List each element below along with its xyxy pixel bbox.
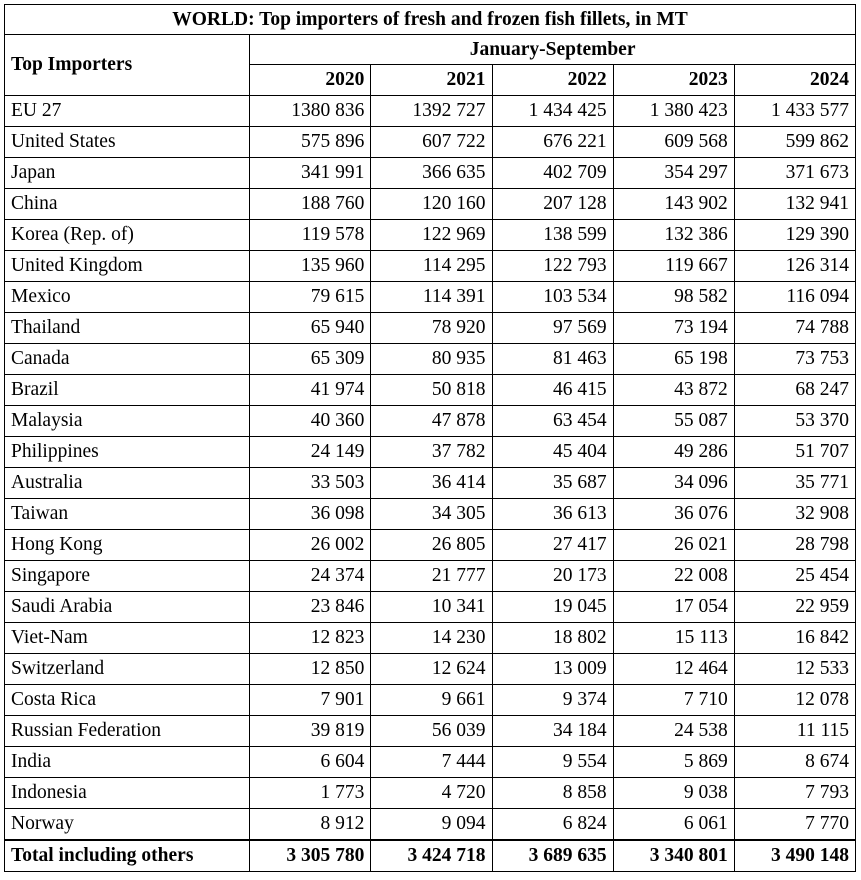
import-value: 65 309 <box>250 344 371 375</box>
period-header: January-September <box>250 35 856 65</box>
import-value: 6 604 <box>250 747 371 778</box>
import-value: 129 390 <box>734 220 855 251</box>
import-value: 103 534 <box>492 282 613 313</box>
import-value: 36 098 <box>250 499 371 530</box>
import-value: 114 391 <box>371 282 492 313</box>
import-value: 12 850 <box>250 654 371 685</box>
importer-name: Hong Kong <box>5 530 250 561</box>
table-row <box>5 468 856 499</box>
importer-name: Saudi Arabia <box>5 592 250 623</box>
importers-table <box>4 4 856 872</box>
import-value: 119 578 <box>250 220 371 251</box>
importer-name: Costa Rica <box>5 685 250 716</box>
import-value: 1380 836 <box>250 96 371 127</box>
table-title: WORLD: Top importers of fresh and frozen fish fillets, in MT <box>5 5 856 35</box>
import-value: 18 802 <box>492 623 613 654</box>
import-value: 12 464 <box>613 654 734 685</box>
import-value: 116 094 <box>734 282 855 313</box>
import-value: 98 582 <box>613 282 734 313</box>
import-value: 22 008 <box>613 561 734 592</box>
import-value: 24 374 <box>250 561 371 592</box>
import-value: 1 773 <box>250 778 371 809</box>
import-value: 609 568 <box>613 127 734 158</box>
import-value: 12 533 <box>734 654 855 685</box>
import-value: 36 414 <box>371 468 492 499</box>
import-value: 56 039 <box>371 716 492 747</box>
table-row <box>5 530 856 561</box>
import-value: 676 221 <box>492 127 613 158</box>
import-value: 9 554 <box>492 747 613 778</box>
importer-name: Philippines <box>5 437 250 468</box>
table-row <box>5 189 856 220</box>
import-value: 74 788 <box>734 313 855 344</box>
importer-name: China <box>5 189 250 220</box>
import-value: 10 341 <box>371 592 492 623</box>
table-row <box>5 685 856 716</box>
import-value: 17 054 <box>613 592 734 623</box>
import-value: 366 635 <box>371 158 492 189</box>
import-value: 78 920 <box>371 313 492 344</box>
import-value: 599 862 <box>734 127 855 158</box>
import-value: 49 286 <box>613 437 734 468</box>
table-row <box>5 437 856 468</box>
import-value: 7 710 <box>613 685 734 716</box>
import-value: 132 386 <box>613 220 734 251</box>
importer-name: EU 27 <box>5 96 250 127</box>
import-value: 19 045 <box>492 592 613 623</box>
import-value: 12 624 <box>371 654 492 685</box>
import-value: 27 417 <box>492 530 613 561</box>
importer-name: Singapore <box>5 561 250 592</box>
import-value: 14 230 <box>371 623 492 654</box>
import-value: 32 908 <box>734 499 855 530</box>
import-value: 8 858 <box>492 778 613 809</box>
import-value: 55 087 <box>613 406 734 437</box>
import-value: 26 805 <box>371 530 492 561</box>
import-value: 6 824 <box>492 809 613 841</box>
importer-name: Japan <box>5 158 250 189</box>
importer-name: Canada <box>5 344 250 375</box>
import-value: 35 771 <box>734 468 855 499</box>
import-value: 73 194 <box>613 313 734 344</box>
import-value: 33 503 <box>250 468 371 499</box>
import-value: 1 433 577 <box>734 96 855 127</box>
import-value: 114 295 <box>371 251 492 282</box>
table-row <box>5 313 856 344</box>
table-row <box>5 499 856 530</box>
import-value: 50 818 <box>371 375 492 406</box>
import-value: 354 297 <box>613 158 734 189</box>
import-value: 20 173 <box>492 561 613 592</box>
year-header: 2024 <box>734 65 855 96</box>
import-value: 402 709 <box>492 158 613 189</box>
import-value: 6 061 <box>613 809 734 841</box>
import-value: 39 819 <box>250 716 371 747</box>
year-header: 2021 <box>371 65 492 96</box>
import-value: 28 798 <box>734 530 855 561</box>
importer-name: Switzerland <box>5 654 250 685</box>
import-value: 63 454 <box>492 406 613 437</box>
import-value: 46 415 <box>492 375 613 406</box>
importer-name: Malaysia <box>5 406 250 437</box>
import-value: 7 770 <box>734 809 855 841</box>
import-value: 120 160 <box>371 189 492 220</box>
import-value: 9 661 <box>371 685 492 716</box>
import-value: 97 569 <box>492 313 613 344</box>
import-value: 126 314 <box>734 251 855 282</box>
import-value: 207 128 <box>492 189 613 220</box>
import-value: 15 113 <box>613 623 734 654</box>
import-value: 1 380 423 <box>613 96 734 127</box>
import-value: 119 667 <box>613 251 734 282</box>
import-value: 79 615 <box>250 282 371 313</box>
import-value: 8 674 <box>734 747 855 778</box>
import-value: 26 002 <box>250 530 371 561</box>
importer-name: Russian Federation <box>5 716 250 747</box>
import-value: 73 753 <box>734 344 855 375</box>
import-value: 5 869 <box>613 747 734 778</box>
import-value: 138 599 <box>492 220 613 251</box>
import-value: 34 096 <box>613 468 734 499</box>
total-value: 3 490 148 <box>734 840 855 872</box>
importer-name: Viet-Nam <box>5 623 250 654</box>
total-value: 3 305 780 <box>250 840 371 872</box>
import-value: 22 959 <box>734 592 855 623</box>
table-row <box>5 561 856 592</box>
table-row <box>5 592 856 623</box>
import-value: 23 846 <box>250 592 371 623</box>
year-header: 2023 <box>613 65 734 96</box>
import-value: 80 935 <box>371 344 492 375</box>
import-value: 34 305 <box>371 499 492 530</box>
import-value: 65 940 <box>250 313 371 344</box>
import-value: 25 454 <box>734 561 855 592</box>
importer-name: Taiwan <box>5 499 250 530</box>
importer-name: United States <box>5 127 250 158</box>
import-value: 51 707 <box>734 437 855 468</box>
import-value: 12 823 <box>250 623 371 654</box>
table-row <box>5 375 856 406</box>
import-value: 65 198 <box>613 344 734 375</box>
total-value: 3 689 635 <box>492 840 613 872</box>
import-value: 45 404 <box>492 437 613 468</box>
import-value: 68 247 <box>734 375 855 406</box>
import-value: 43 872 <box>613 375 734 406</box>
import-value: 21 777 <box>371 561 492 592</box>
table-row <box>5 251 856 282</box>
import-value: 371 673 <box>734 158 855 189</box>
importer-name: Thailand <box>5 313 250 344</box>
table-row <box>5 747 856 778</box>
import-value: 607 722 <box>371 127 492 158</box>
import-value: 7 901 <box>250 685 371 716</box>
year-header: 2020 <box>250 65 371 96</box>
import-value: 13 009 <box>492 654 613 685</box>
period-row <box>5 35 856 65</box>
total-value: 3 424 718 <box>371 840 492 872</box>
table-row <box>5 623 856 654</box>
corner-header: Top Importers <box>5 35 250 96</box>
table-row <box>5 158 856 189</box>
import-value: 12 078 <box>734 685 855 716</box>
import-value: 53 370 <box>734 406 855 437</box>
import-value: 575 896 <box>250 127 371 158</box>
import-value: 35 687 <box>492 468 613 499</box>
table-row <box>5 406 856 437</box>
table-row <box>5 809 856 841</box>
import-value: 40 360 <box>250 406 371 437</box>
import-value: 1 434 425 <box>492 96 613 127</box>
import-value: 132 941 <box>734 189 855 220</box>
import-value: 24 538 <box>613 716 734 747</box>
import-value: 37 782 <box>371 437 492 468</box>
import-value: 9 094 <box>371 809 492 841</box>
importer-name: India <box>5 747 250 778</box>
import-value: 24 149 <box>250 437 371 468</box>
import-value: 36 076 <box>613 499 734 530</box>
importer-name: Brazil <box>5 375 250 406</box>
table-row <box>5 127 856 158</box>
importer-name: Mexico <box>5 282 250 313</box>
import-value: 1392 727 <box>371 96 492 127</box>
title-row <box>5 5 856 35</box>
import-value: 122 793 <box>492 251 613 282</box>
importer-name: Korea (Rep. of) <box>5 220 250 251</box>
import-value: 81 463 <box>492 344 613 375</box>
table-row <box>5 220 856 251</box>
import-value: 7 793 <box>734 778 855 809</box>
import-value: 47 878 <box>371 406 492 437</box>
total-row <box>5 840 856 872</box>
table-row <box>5 716 856 747</box>
import-value: 7 444 <box>371 747 492 778</box>
importer-name: Norway <box>5 809 250 841</box>
importer-name: Australia <box>5 468 250 499</box>
total-value: 3 340 801 <box>613 840 734 872</box>
import-value: 9 374 <box>492 685 613 716</box>
import-value: 11 115 <box>734 716 855 747</box>
import-value: 36 613 <box>492 499 613 530</box>
import-value: 8 912 <box>250 809 371 841</box>
import-value: 122 969 <box>371 220 492 251</box>
import-value: 341 991 <box>250 158 371 189</box>
import-value: 9 038 <box>613 778 734 809</box>
total-label: Total including others <box>5 840 250 872</box>
table-row <box>5 778 856 809</box>
import-value: 34 184 <box>492 716 613 747</box>
importer-name: Indonesia <box>5 778 250 809</box>
importer-name: United Kingdom <box>5 251 250 282</box>
table-row <box>5 654 856 685</box>
year-header: 2022 <box>492 65 613 96</box>
table-row <box>5 282 856 313</box>
import-value: 135 960 <box>250 251 371 282</box>
table-body <box>5 96 856 841</box>
import-value: 16 842 <box>734 623 855 654</box>
import-value: 41 974 <box>250 375 371 406</box>
table-row <box>5 96 856 127</box>
table-row <box>5 344 856 375</box>
import-value: 26 021 <box>613 530 734 561</box>
import-value: 188 760 <box>250 189 371 220</box>
import-value: 4 720 <box>371 778 492 809</box>
import-value: 143 902 <box>613 189 734 220</box>
